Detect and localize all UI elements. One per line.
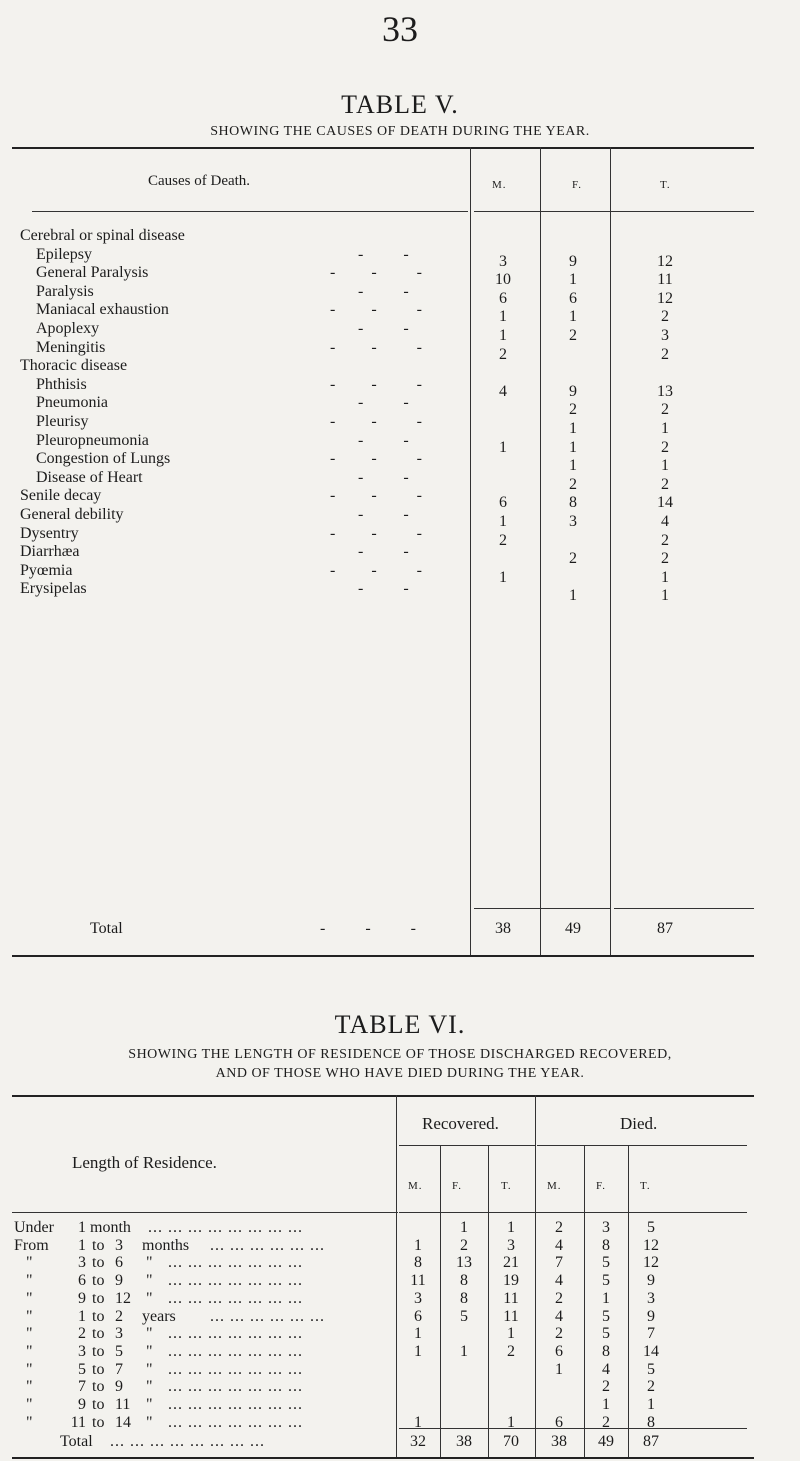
table6-row-to-word: to (92, 1342, 105, 1360)
table6-total-label: Total (60, 1433, 93, 1450)
table5-cell-f: 2 (569, 475, 577, 493)
table6-total-dm: 38 (551, 1433, 567, 1450)
table6-cell-dt: 9 (647, 1272, 655, 1290)
table6-cell-rm: 1 (414, 1236, 422, 1254)
table6-cell-dm: 6 (555, 1413, 563, 1431)
table5-cell-m: 1 (499, 327, 507, 344)
table6-row-dots: ... ... ... ... ... ... (210, 1307, 325, 1325)
table6-cell-rf: 5 (460, 1307, 468, 1325)
table6-row-dots: ... ... ... ... ... ... (210, 1236, 325, 1254)
col-recovered-header: Recovered. (422, 1114, 499, 1133)
table6-cell-rm: 1 (414, 1342, 422, 1360)
table6-row-to: 2 (115, 1307, 123, 1325)
table5-cell-t: 2 (661, 550, 669, 568)
table6-row-to: 5 (115, 1342, 123, 1360)
table6-row-from: 1 (78, 1307, 86, 1325)
table6-cell-rm: 3 (414, 1289, 422, 1307)
table5-cell-f: 3 (569, 513, 577, 530)
table6-row-to: 6 (115, 1254, 123, 1272)
table6-row-to-word: to (92, 1272, 105, 1290)
table6-total-dots: ... ... ... ... ... ... ... ... (110, 1433, 265, 1450)
table6-row-to-word: to (92, 1289, 105, 1307)
table6-row-prefix: " (26, 1378, 33, 1396)
table6-cell-dt: 5 (647, 1360, 655, 1378)
table6-row-to-word: to (92, 1236, 105, 1254)
table5-cell-m: 1 (499, 438, 507, 456)
table6-cell-rm: 8 (414, 1254, 422, 1272)
table6-cell-rt: 2 (507, 1342, 515, 1360)
table5-cell-m: 2 (499, 345, 507, 363)
table5-row-dashes: - - (358, 282, 409, 300)
table6-cell-dm: 4 (555, 1307, 563, 1325)
table6-cell-rt: 11 (503, 1307, 519, 1325)
table5-cell-t: 11 (657, 271, 673, 289)
table6-cell-dt: 7 (647, 1325, 655, 1343)
table6-cell-dt: 9 (647, 1307, 655, 1325)
rec-t-header: T. (501, 1180, 512, 1192)
table5-total-label: Total (90, 920, 123, 937)
table6-cell-rf: 13 (456, 1254, 472, 1272)
table5-cell-m: 1 (499, 513, 507, 530)
table5-row-dashes: - - - (330, 375, 422, 393)
table5-cell-t: 2 (661, 345, 669, 363)
table6-cell-dt: 2 (647, 1378, 655, 1396)
table6-row-prefix: " (26, 1342, 33, 1360)
table5-row-dashes: - - (358, 394, 409, 412)
table6-total-rf: 38 (456, 1433, 472, 1450)
table5-cell-t: 2 (661, 531, 669, 549)
table6-cell-rm: 1 (414, 1413, 422, 1431)
table6-row-prefix: From (14, 1236, 49, 1254)
table6-row-prefix: Under (14, 1219, 54, 1236)
table5-cell-m: 1 (499, 308, 507, 326)
table6-row-prefix: " (26, 1325, 33, 1343)
table6-row-unit: month (90, 1219, 131, 1236)
table6-cell-df: 8 (602, 1342, 610, 1360)
table6-cell-dt: 14 (643, 1342, 659, 1360)
table5-cell-f: 1 (569, 587, 577, 605)
table6-row-to: 7 (115, 1360, 123, 1378)
table6-row-unit: " (146, 1396, 153, 1413)
table6-row-from: 9 (78, 1289, 86, 1307)
table6-cell-rf: 2 (460, 1236, 468, 1254)
table5-row-dashes: - - - (330, 450, 422, 468)
table5-cell-t: 2 (661, 401, 669, 419)
table6-subtitle-line2: AND OF THOSE WHO HAVE DIED DURING THE YEAR. (215, 1066, 585, 1081)
table5-cell-f: 1 (569, 308, 577, 326)
table6-cell-rf: 1 (460, 1342, 468, 1360)
table6-cell-df: 1 (602, 1289, 610, 1307)
table6-row-to: 11 (115, 1396, 131, 1413)
table6-cell-rf: 8 (460, 1289, 468, 1307)
table5-cell-t: 12 (657, 289, 673, 307)
table5-cell-f: 1 (569, 438, 577, 456)
table5-total-f: 49 (565, 920, 581, 937)
table5-title: TABLE V. (341, 90, 459, 119)
table5-cell-f: 1 (569, 271, 577, 289)
table5-cell-t: 14 (657, 494, 673, 512)
table6-cell-rm: 11 (410, 1272, 426, 1290)
table6-row-prefix: " (26, 1307, 33, 1325)
table5-row-dashes: - - (358, 506, 409, 523)
table6-row-from: 1 (78, 1219, 86, 1236)
table6-cell-dt: 3 (647, 1289, 655, 1307)
table6-row-to-word: to (92, 1254, 105, 1272)
table5-cell-f: 2 (569, 550, 577, 568)
table5-row-label: Thoracic disease (20, 357, 128, 375)
table5-total-m: 38 (495, 920, 511, 937)
col-t-header: T. (660, 179, 671, 191)
table6-row-to-word: to (92, 1378, 105, 1396)
table5-cell-t: 2 (661, 308, 669, 326)
table6-row-prefix: " (26, 1272, 33, 1290)
table5-row-label: Pleurisy (36, 413, 89, 430)
table6-row-unit: " (146, 1272, 153, 1290)
table6-row-unit: months (142, 1236, 190, 1254)
table6-row-dots: ... ... ... ... ... ... ... (168, 1396, 303, 1413)
table6-row-to-word: to (92, 1325, 105, 1343)
table6-row-unit: " (146, 1378, 153, 1396)
table5-total-t: 87 (657, 920, 673, 937)
table6-row-dots: ... ... ... ... ... ... ... (168, 1342, 303, 1360)
table5-cell-f: 1 (569, 457, 577, 475)
table5-row-label: Cerebral or spinal disease (20, 227, 185, 244)
table6-row-dots: ... ... ... ... ... ... ... (168, 1413, 303, 1431)
table6-cell-rf: 1 (460, 1219, 468, 1236)
table5-cell-t: 2 (661, 475, 669, 493)
table6-row-to: 9 (115, 1378, 123, 1396)
table6-cell-dm: 2 (555, 1325, 563, 1343)
table5-row-label: Pleuropneumonia (36, 431, 149, 449)
table5-row-dashes: - - - (330, 301, 422, 319)
table6-row-to: 14 (115, 1413, 131, 1431)
table6-cell-df: 5 (602, 1325, 610, 1343)
table5-row-label: Epilepsy (36, 245, 92, 263)
page-number: 33 (382, 9, 418, 49)
table6-row-prefix: " (26, 1396, 33, 1413)
table6-row-dots: ... ... ... ... ... ... ... (168, 1272, 303, 1290)
table5-cell-m: 1 (499, 568, 507, 586)
table6-total-rt: 70 (503, 1433, 519, 1450)
table6-row-unit: " (146, 1254, 153, 1272)
table6-cell-rt: 19 (503, 1272, 519, 1290)
table6-cell-rm: 1 (414, 1325, 422, 1343)
table5-row-dashes: - - (358, 431, 409, 449)
table5-row-label: General Paralysis (36, 264, 149, 282)
table6-row-dots: ... ... ... ... ... ... ... (168, 1254, 303, 1272)
table6-cell-dt: 12 (643, 1254, 659, 1272)
table6-row-unit: " (146, 1360, 153, 1378)
table6-row-dots: ... ... ... ... ... ... ... (168, 1378, 303, 1396)
rec-m-header: M. (408, 1180, 423, 1192)
table5-cell-f: 2 (569, 401, 577, 419)
table5-subtitle: SHOWING THE CAUSES OF DEATH DURING THE YEAR. (210, 124, 590, 139)
table6-row-dots: ... ... ... ... ... ... ... ... (148, 1219, 303, 1236)
table6-cell-dm: 6 (555, 1342, 563, 1360)
table5-row-label: Paralysis (36, 282, 94, 300)
table6-row-to-word: to (92, 1360, 105, 1378)
table5-cell-f: 2 (569, 327, 577, 344)
table5-row-dashes: - - - (330, 413, 422, 430)
table5-row-dashes: - - - (330, 338, 422, 356)
table6-row-from: 9 (78, 1396, 86, 1413)
table6-row-to-word: to (92, 1396, 105, 1413)
table6-cell-rt: 1 (507, 1325, 515, 1343)
table6-row-from: 1 (78, 1236, 86, 1254)
table6-row-prefix: " (26, 1360, 33, 1378)
table6-row-unit: years (142, 1307, 176, 1325)
table6-cell-df: 5 (602, 1307, 610, 1325)
table6-cell-dt: 8 (647, 1413, 655, 1431)
table6-row-to: 12 (115, 1289, 131, 1307)
table5-row-label: Phthisis (36, 375, 87, 393)
table5-cell-m: 6 (499, 494, 507, 512)
table5-row-dashes: - - - (330, 524, 422, 542)
table6-cell-rf: 8 (460, 1272, 468, 1290)
table5-cell-t: 1 (661, 420, 669, 437)
table6-row-to-word: to (92, 1413, 105, 1431)
table5-row-label: Dysentry (20, 524, 79, 542)
table6-row-dots: ... ... ... ... ... ... ... (168, 1289, 303, 1307)
table6-row-unit: " (146, 1325, 153, 1343)
table5-cell-m: 6 (499, 289, 507, 307)
table6-cell-dt: 1 (647, 1396, 655, 1413)
table6-row-to: 9 (115, 1272, 123, 1290)
died-f-header: F. (596, 1180, 606, 1192)
table6-cell-dm: 1 (555, 1360, 563, 1378)
table5-cell-t: 1 (661, 587, 669, 605)
table5-row-label: General debility (20, 506, 124, 523)
table6-row-unit: " (146, 1289, 153, 1307)
table6-cell-dt: 5 (647, 1219, 655, 1236)
table6-row-prefix: " (26, 1254, 33, 1272)
table6-title: TABLE VI. (334, 1010, 466, 1039)
table5-row-dashes: - - - (330, 487, 422, 505)
table5-row-label: Diarrhæa (20, 543, 80, 561)
table5-cell-t: 12 (657, 252, 673, 270)
table6-cell-df: 1 (602, 1396, 610, 1413)
table6-cell-df: 5 (602, 1272, 610, 1290)
table6-subtitle-line1: SHOWING THE LENGTH OF RESIDENCE OF THOSE DISCHARGED RECOVERED, (128, 1047, 672, 1062)
table6-row-from: 3 (78, 1342, 86, 1360)
table6-cell-dm: 7 (555, 1254, 563, 1272)
table5-row-label: Pyœmia (20, 561, 73, 579)
table6-cell-df: 2 (602, 1413, 610, 1431)
table5-row-label: Disease of Heart (36, 468, 143, 486)
table5-cell-m: 10 (495, 271, 511, 289)
table6-row-unit: " (146, 1342, 153, 1360)
table6-row-from: 7 (78, 1378, 86, 1396)
table6-cell-df: 4 (602, 1360, 610, 1378)
table5-cell-t: 1 (661, 457, 669, 475)
table6-cell-dm: 2 (555, 1289, 563, 1307)
table6-cell-df: 8 (602, 1236, 610, 1254)
table6-cell-rt: 1 (507, 1413, 515, 1431)
table6-cell-rt: 3 (507, 1236, 515, 1254)
rec-f-header: F. (452, 1180, 462, 1192)
table5-row-dashes: - - - (330, 561, 422, 579)
table6-cell-rt: 11 (503, 1289, 519, 1307)
table6-cell-df: 5 (602, 1254, 610, 1272)
table6-row-prefix: " (26, 1413, 33, 1431)
table5-cell-m: 2 (499, 531, 507, 549)
table6-total-rm: 32 (410, 1433, 426, 1450)
table5-cell-m: 3 (499, 252, 507, 270)
table6-row-from: 6 (78, 1272, 86, 1290)
table5-row-dashes: - - (358, 468, 409, 486)
table5-row-dashes: - - (358, 580, 409, 598)
table6-cell-rt: 1 (507, 1219, 515, 1236)
table6-total-df: 49 (598, 1433, 614, 1450)
table5-row-label: Congestion of Lungs (36, 450, 171, 468)
died-t-header: T. (640, 1180, 651, 1192)
table5-row-dashes: - - - (330, 264, 422, 282)
table6-row-from: 11 (70, 1413, 86, 1431)
table5-row-label: Meningitis (36, 338, 106, 356)
table5-row-label: Pneumonia (36, 394, 108, 412)
table6-cell-rm: 6 (414, 1307, 422, 1325)
table6-row-unit: " (146, 1413, 153, 1431)
col-causes-header: Causes of Death. (148, 173, 251, 189)
table6-total-dt: 87 (643, 1433, 659, 1450)
table6-row-to: 3 (115, 1325, 123, 1343)
table6-cell-rt: 21 (503, 1254, 519, 1272)
table6-cell-dm: 4 (555, 1272, 563, 1290)
table5-cell-f: 6 (569, 289, 577, 307)
table5-cell-f: 1 (569, 420, 577, 437)
table5-cell-t: 2 (661, 438, 669, 456)
table5-row-label: Senile decay (20, 487, 102, 505)
table5-cell-f: 8 (569, 494, 577, 512)
table6-cell-dm: 4 (555, 1236, 563, 1254)
table5-total-dashes: - - - (320, 920, 416, 937)
col-length-header: Length of Residence. (72, 1153, 217, 1172)
table6-row-dots: ... ... ... ... ... ... ... (168, 1325, 303, 1343)
table5-cell-t: 13 (657, 382, 673, 400)
table5-cell-t: 3 (661, 327, 669, 344)
table6-cell-dm: 2 (555, 1219, 563, 1236)
table6-cell-df: 2 (602, 1378, 610, 1396)
table5-cell-f: 9 (569, 252, 577, 270)
table6-row-to: 3 (115, 1236, 123, 1254)
col-died-header: Died. (620, 1114, 658, 1133)
table6-row-from: 5 (78, 1360, 86, 1378)
table5-row-dashes: - - (358, 320, 409, 337)
table6-cell-df: 3 (602, 1219, 610, 1236)
table6-row-dots: ... ... ... ... ... ... ... (168, 1360, 303, 1378)
table5-row-dashes: - - (358, 245, 409, 263)
col-f-header: F. (572, 179, 582, 191)
table5-cell-t: 1 (661, 568, 669, 586)
table5-cell-f: 9 (569, 382, 577, 400)
table5-row-label: Maniacal exhaustion (36, 301, 169, 319)
died-m-header: M. (547, 1180, 562, 1192)
table6-cell-dt: 12 (643, 1236, 659, 1254)
table6-row-prefix: " (26, 1289, 33, 1307)
table6-row-from: 2 (78, 1325, 86, 1343)
table6-row-from: 3 (78, 1254, 86, 1272)
table6-row-to-word: to (92, 1307, 105, 1325)
table5-cell-m: 4 (499, 382, 507, 400)
table5-row-dashes: - - (358, 543, 409, 561)
col-m-header: M. (492, 179, 507, 191)
table5-row-label: Erysipelas (20, 580, 87, 598)
table5-row-label: Apoplexy (36, 320, 100, 337)
table5-cell-t: 4 (661, 513, 669, 530)
